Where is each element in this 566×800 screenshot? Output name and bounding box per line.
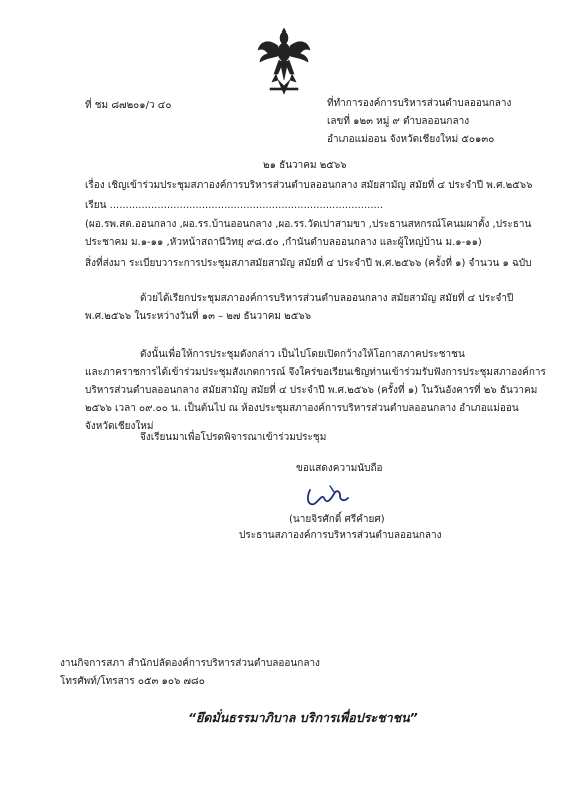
paragraph-1 (85, 290, 513, 326)
paragraph-line: ด้วยได้เรียกประชุมสภาองค์การบริหารส่วนตำบลออนกลาง สมัยสามัญ สมัยที่ ๔ ประจำปี (140, 293, 514, 304)
recipient-line: เรียน ...................................................................................... (85, 200, 384, 211)
enclosure-line: สิ่งที่ส่งมา ระเบียบวาระการประชุมสภาสมัยสามัญ สมัยที่ ๔ ประจำปี พ.ศ.๒๕๖๖ (ครั้งที่ ๑) จำนวน ๑ ฉบับ (85, 258, 532, 269)
contact-unit: งานกิจการสภา สำนักปลัดองค์การบริหารส่วนตำบลออนกลาง (60, 658, 320, 669)
office-address-line-2: เลขที่ ๑๒๓ หมู่ ๙ ตำบลออนกลาง (327, 116, 470, 127)
paragraph-line: ดังนั้นเพื่อให้การประชุมดังกล่าว เป็นไปโดยเปิดกว้างให้โอกาสภาคประชาชน (140, 349, 465, 360)
slogan: “ยึดมั่นธรรมาภิบาล บริการเพื่อประชาชน” (188, 710, 418, 725)
paragraph-2 (85, 346, 546, 436)
office-address-line-3: อำเภอแม่ออน จังหวัดเชียงใหม่ ๕๐๑๓๐ (327, 134, 495, 145)
document-date: ๒๑ ธันวาคม ๒๕๖๖ (263, 160, 347, 171)
signer-name: (นายจิรศักดิ์ ศรีคำยศ) (289, 514, 385, 525)
closing-respect: ขอแสดงความนับถือ (296, 463, 383, 474)
paragraph-line: ๒๕๖๖ เวลา ๐๙.๐๐ น. เป็นต้นไป ณ ห้องประชุมสภาองค์การบริหารส่วนตำบลออนกลาง อำเภอแม่ออน (85, 403, 519, 414)
subject-line: เรื่อง เชิญเข้าร่วมประชุมสภาองค์การบริหารส่วนตำบลออนกลาง สมัยสามัญ สมัยที่ ๔ ประจำปี พ.ศ.๒๕๖๖ (85, 180, 533, 191)
garuda-emblem-icon (256, 28, 312, 96)
document-number: ที่ ชม ๘๗๒๐๑/ว ๔๐ (85, 100, 172, 111)
handwritten-signature-icon (300, 480, 360, 514)
signer-title: ประธานสภาองค์การบริหารส่วนตำบลออนกลาง (239, 530, 442, 541)
paragraph-line: พ.ศ.๒๕๖๖ ในระหว่างวันที่ ๑๓ – ๒๗ ธันวาคม ๒๕๖๖ (85, 311, 312, 322)
closing-request: จึงเรียนมาเพื่อโปรดพิจารณาเข้าร่วมประชุม (140, 432, 327, 443)
paragraph-line: จังหวัดเชียงใหม่ (85, 421, 154, 432)
paragraph-line: บริหารส่วนตำบลออนกลาง สมัยสามัญ สมัยที่ ๔ ประจำปี พ.ศ.๒๕๖๖ (ครั้งที่ ๑) ในวันอังคารที่ ๒๖ ธันวาคม (85, 385, 538, 396)
contact-phone: โทรศัพท์/โทรสาร ๐๕๓ ๑๐๖ ๗๘๐ (60, 676, 205, 687)
recipient-list-line: ประชาคม ม.๑-๑๑ ,หัวหน้าสถานีวิทยุ ๙๘.๕๐ ,กำนันตำบลออนกลาง และผู้ใหญ่บ้าน ม.๑-๑๑) (85, 237, 482, 248)
recipient-list-line: (ผอ.รพ.สต.ออนกลาง ,ผอ.รร.บ้านออนกลาง ,ผอ.รร.วัดเปาสามขา ,ประธานสหกรณ์โคนมผาตั้ง ,ประธาน (85, 219, 532, 230)
paragraph-line: และภาคราชการได้เข้าร่วมประชุมสังเกตการณ์ จึงใคร่ขอเรียนเชิญท่านเข้าร่วมรับฟังการประชุมสภาองค์การ (85, 367, 546, 378)
office-address-line-1: ที่ทำการองค์การบริหารส่วนตำบลออนกลาง (327, 98, 512, 109)
recipient-list (85, 216, 531, 252)
